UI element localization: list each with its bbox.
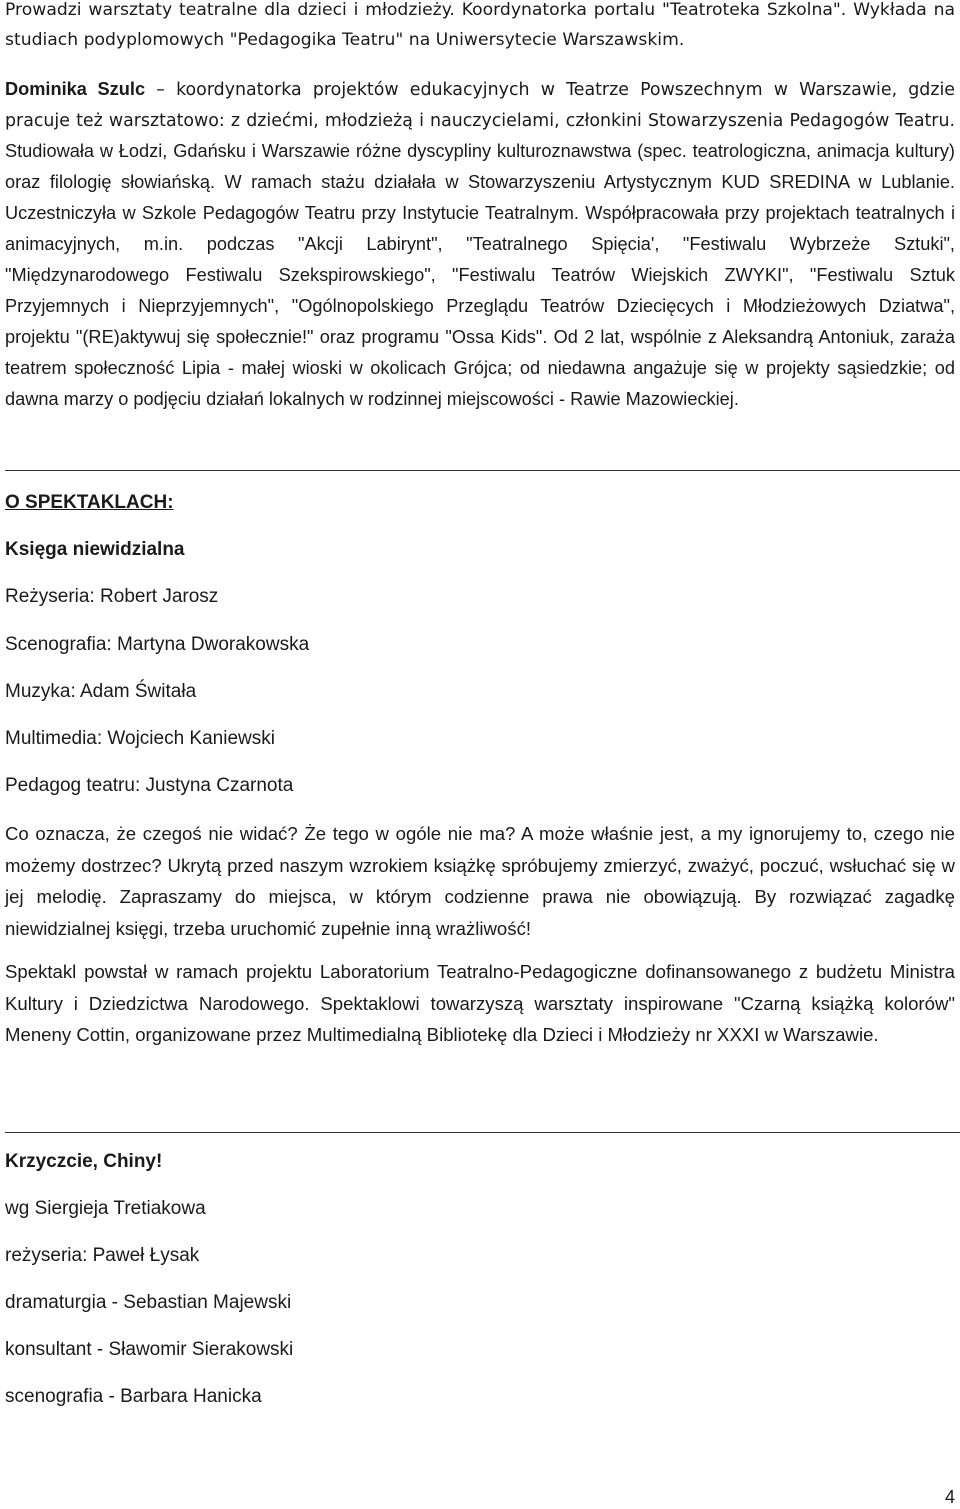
show-funding-note: Spektakl powstał w ramach projektu Laboratorium Teatralno-Pedagogiczne dofinansowanego z budżetu Ministra Kultury i Dziedzictwa Narodowego. Spektaklowi towarzyszą warsztaty inspirowane "Czarną książką kolorów" Meneny Cottin, organizowane przez Multimedialną Bibliotekę dla Dzieci i Młodzieży nr XXXI w Warszawie. [5,961,955,1046]
credit-line: konsultant - Sławomir Sierakowski [5,1339,294,1360]
credit-line: scenografia - Barbara Hanicka [5,1386,262,1407]
section-divider [5,1132,960,1133]
credit-line: Pedagog teatru: Justyna Czarnota [5,775,294,796]
bio-paragraph-top: Prowadzi warsztaty teatralne dla dzieci i młodzieży. Koordynatorka portalu "Teatroteka Szkolna". Wykłada na studiach podyplomowych "Pedagogika Teatru" na Uniwersytecie Warszawskim. [5,0,955,50]
credit-line: Reżyseria: Robert Jarosz [5,586,219,607]
credit-line: dramaturgia - Sebastian Majewski [5,1292,292,1313]
page-number: 4 [944,1487,955,1507]
show-title-krzyczcie: Krzyczcie, Chiny! [5,1151,163,1172]
show-description: Co oznacza, że czegoś nie widać? Że tego w ogóle nie ma? A może właśnie jest, a my ignorujemy to, czego nie możemy dostrzec? Ukrytą przed naszym wzrokiem książkę spróbujemy zmierzyć, zważyć, poczuć, wsłuchać się w jej melodię. Zapraszamy do miejsca, w którym codzienne prawa nie obowiązują. By rozwiązać zagadkę niewidzialnej księgi, trzeba uruchomić zupełnie inną wrażliwość! [5,823,955,940]
credit-line: Scenografia: Martyna Dworakowska [5,634,310,655]
bio-text-part1: – koordynatorka projektów edukacyjnych w Teatrze Powszechnym w Warszawie, gdzie pracuje też warsztatowo: z dziećmi, młodzieżą i nauczycielami, członkini Stowarzyszenia Pedagogów Teatru. [5,80,955,131]
show-title-ksiega: Księga niewidzialna [5,539,185,560]
section-divider [5,470,960,471]
section-heading: O SPEKTAKLACH: [5,492,174,513]
credit-line: wg Siergieja Tretiakowa [5,1198,206,1219]
credit-line: Muzyka: Adam Świtała [5,681,197,702]
bio-paragraph-szulc [5,74,955,415]
credit-line: Multimedia: Wojciech Kaniewski [5,728,275,749]
credit-line: reżyseria: Paweł Łysak [5,1245,200,1266]
bio-text-part2: Studiowała w Łodzi, Gdańsku i Warszawie różne dyscypliny kulturoznawstwa (spec. teatrologiczna, animacja kultury) oraz filologię słowiańską. W ramach stażu działała w Stowarzyszeniu Artystycznym KUD SREDINA w Lublanie. Uczestniczyła w Szkole Pedagogów Teatru przy Instytucie Teatralnym. Współpracowała przy projektach teatralnych i animacyjnych, m.in. podczas "Akcji Labirynt", "Teatralnego Spięcia', "Festiwalu Wybrzeże Sztuki", "Międzynarodowego Festiwalu Szekspirowskiego", "Festiwalu Teatrów Wiejskich ZWYKI", "Festiwalu Sztuk Przyjemnych i Nieprzyjemnych", "Ogólnopolskiego Przeglądu Teatrów Dziecięcych i Młodzieżowych Dziatwa", projektu "(RE)aktywuj się społecznie!" oraz programu "Ossa Kids". Od 2 lat, wspólnie z Aleksandrą Antoniuk, zaraża teatrem społeczność Lipia - małej wioski w okolicach Grójca; od niedawna angażuje się w projekty sąsiedzkie; od dawna marzy o podjęciu działań lokalnych w rodzinnej miejscowości - Rawie Mazowieckiej. [5,141,955,409]
person-name: Dominika Szulc [5,79,146,99]
